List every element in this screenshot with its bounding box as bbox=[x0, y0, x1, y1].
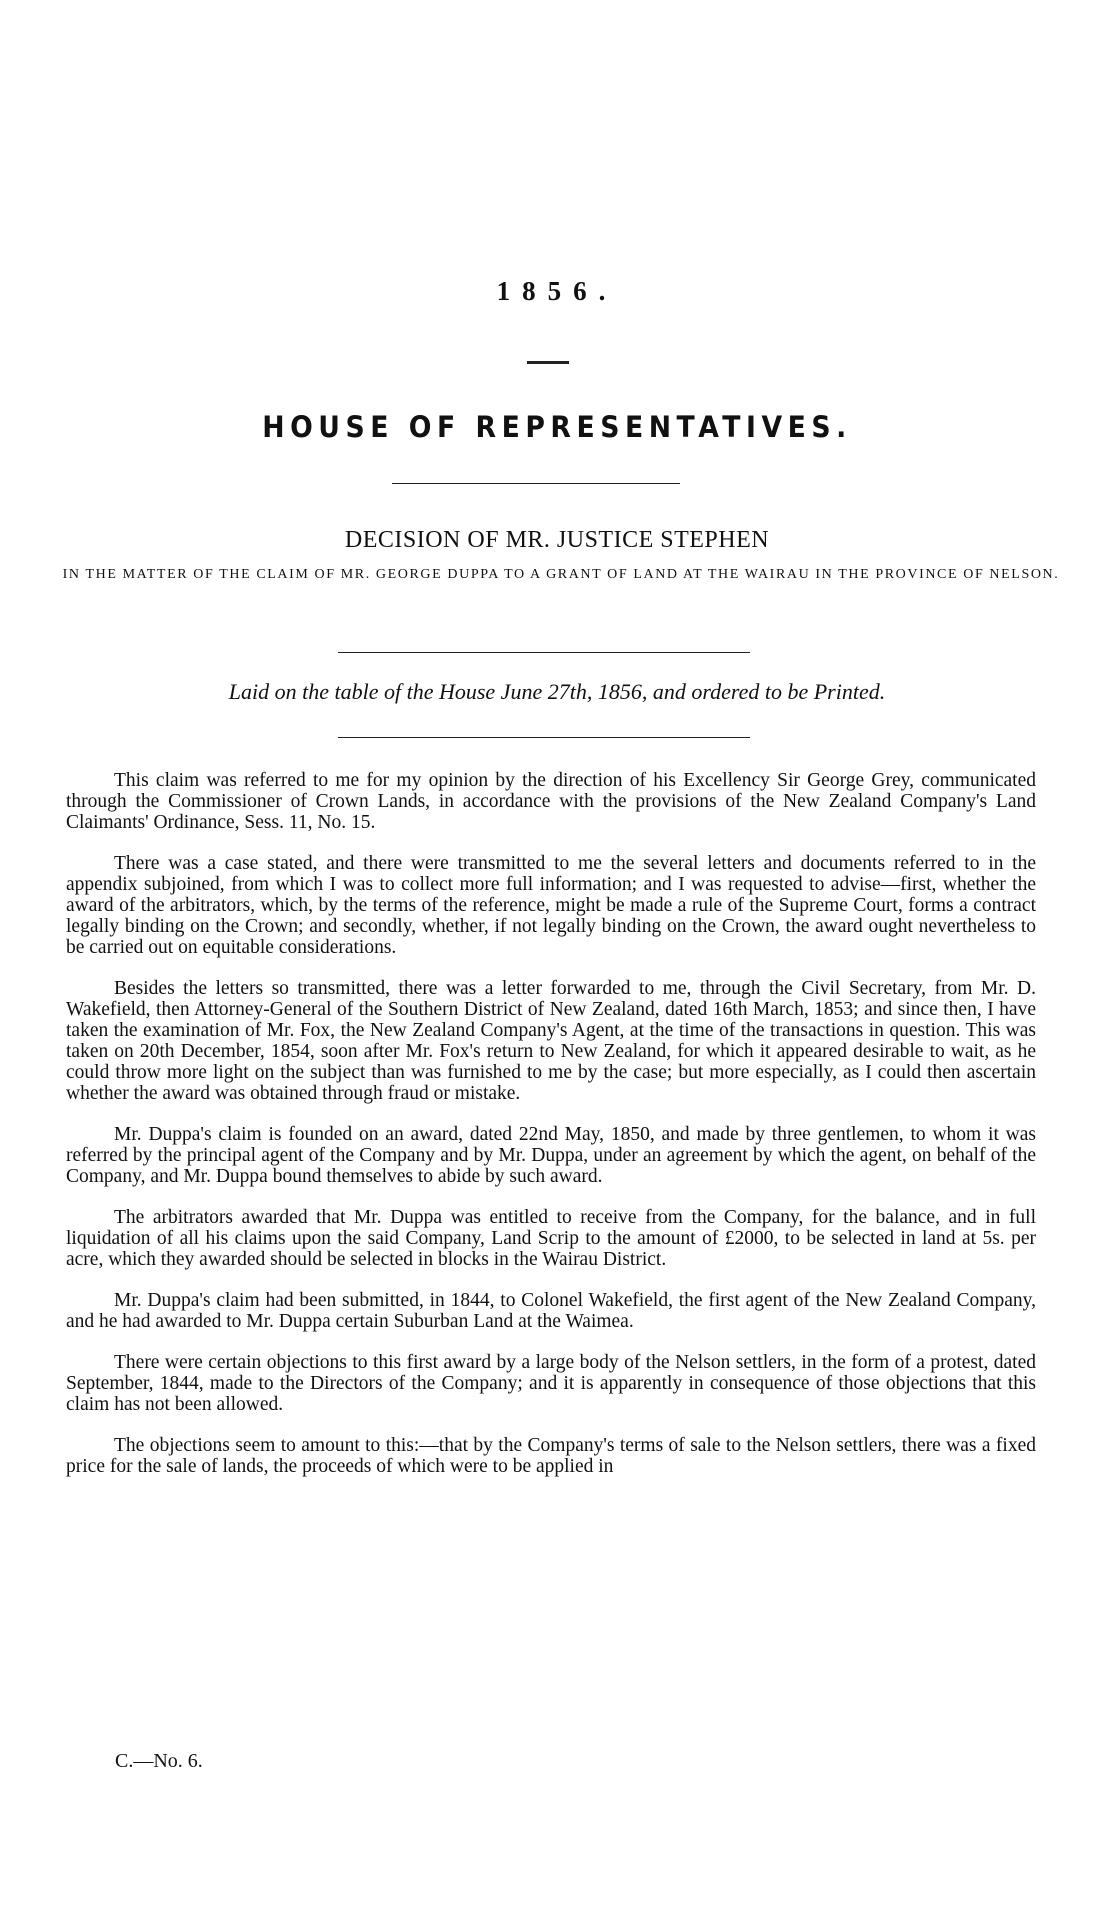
paragraph: There were certain objections to this first award by a large body of the Nelson settlers, in the form of a protest, dated September, 1844, made to the Directors of the Company; and it is apparently in consequence of those objections that this claim has not been allowed. bbox=[66, 1352, 1036, 1415]
document-reference: C.—No. 6. bbox=[115, 1750, 203, 1772]
year-heading: 1856. bbox=[496, 276, 618, 306]
paragraph: The objections seem to amount to this:—that by the Company's terms of sale to the Nelson settlers, there was a fixed price for the sale of lands, the proceeds of which were to be applied in bbox=[66, 1435, 1036, 1477]
paragraph: Besides the letters so transmitted, there was a letter forwarded to me, through the Civil Secretary, from Mr. D. Wakefield, then Attorney-General of the Southern District of New Zealand, dated 16th March, 1853; and since then, I have taken the examination of Mr. Fox, the New Zealand Company's Agent, at the time of the transactions in question. This was taken on 20th December, 1854, soon after Mr. Fox's return to New Zealand, for which it appeared desirable to wait, as he could throw more light on the subject than was furnished to me by the case; but more especially, as I could then ascertain whether the award was obtained through fraud or mistake. bbox=[66, 978, 1036, 1104]
decision-title: DECISION OF MR. JUSTICE STEPHEN bbox=[344, 527, 770, 553]
divider bbox=[338, 737, 750, 738]
paragraph: The arbitrators awarded that Mr. Duppa was entitled to receive from the Company, for the balance, and in full liquidation of all his claims upon the said Company, Land Scrip to the amount of £2000, to be selected in land at 5s. per acre, which they awarded should be selected in blocks in the Wairau District. bbox=[66, 1207, 1036, 1270]
paragraph: This claim was referred to me for my opinion by the direction of his Excellency Sir George Grey, communicated through the Commissioner of Crown Lands, in accordance with the provisions of the New Zealand Company's Land Claimants' Ordinance, Sess. 11, No. 15. bbox=[66, 770, 1036, 833]
divider bbox=[338, 652, 750, 653]
laid-on-table-line: Laid on the table of the House June 27th, 1856, and ordered to be Printed. bbox=[228, 679, 886, 704]
paragraph: Mr. Duppa's claim is founded on an award, dated 22nd May, 1850, and made by three gentlemen, to whom it was referred by the principal agent of the Company and by Mr. Duppa, under an agreement by which the agent, on behalf of the Company, and Mr. Duppa bound themselves to abide by such award. bbox=[66, 1124, 1036, 1187]
paragraph: Mr. Duppa's claim had been submitted, in 1844, to Colonel Wakefield, the first agent of the New Zealand Company, and he had awarded to Mr. Duppa certain Suburban Land at the Waimea. bbox=[66, 1290, 1036, 1332]
divider bbox=[392, 483, 680, 484]
body-text bbox=[66, 770, 1036, 1497]
divider-short bbox=[527, 361, 569, 364]
paragraph: There was a case stated, and there were transmitted to me the several letters and documents referred to in the appendix subjoined, from which I was to collect more full information; and I was requested to advise—first, whether the award of the arbitrators, which, by the terms of the reference, might be made a rule of the Supreme Court, forms a contract legally binding on the Crown; and secondly, whether, if not legally binding on the Crown, the award ought nevertheless to be carried out on equitable considerations. bbox=[66, 853, 1036, 958]
house-heading: HOUSE OF REPRESENTATIVES. bbox=[262, 410, 852, 444]
matter-subtitle: IN THE MATTER OF THE CLAIM OF MR. GEORGE DUPPA TO A GRANT OF LAND AT THE WAIRAU IN THE PROVINCE OF NELSON. bbox=[62, 567, 1060, 582]
